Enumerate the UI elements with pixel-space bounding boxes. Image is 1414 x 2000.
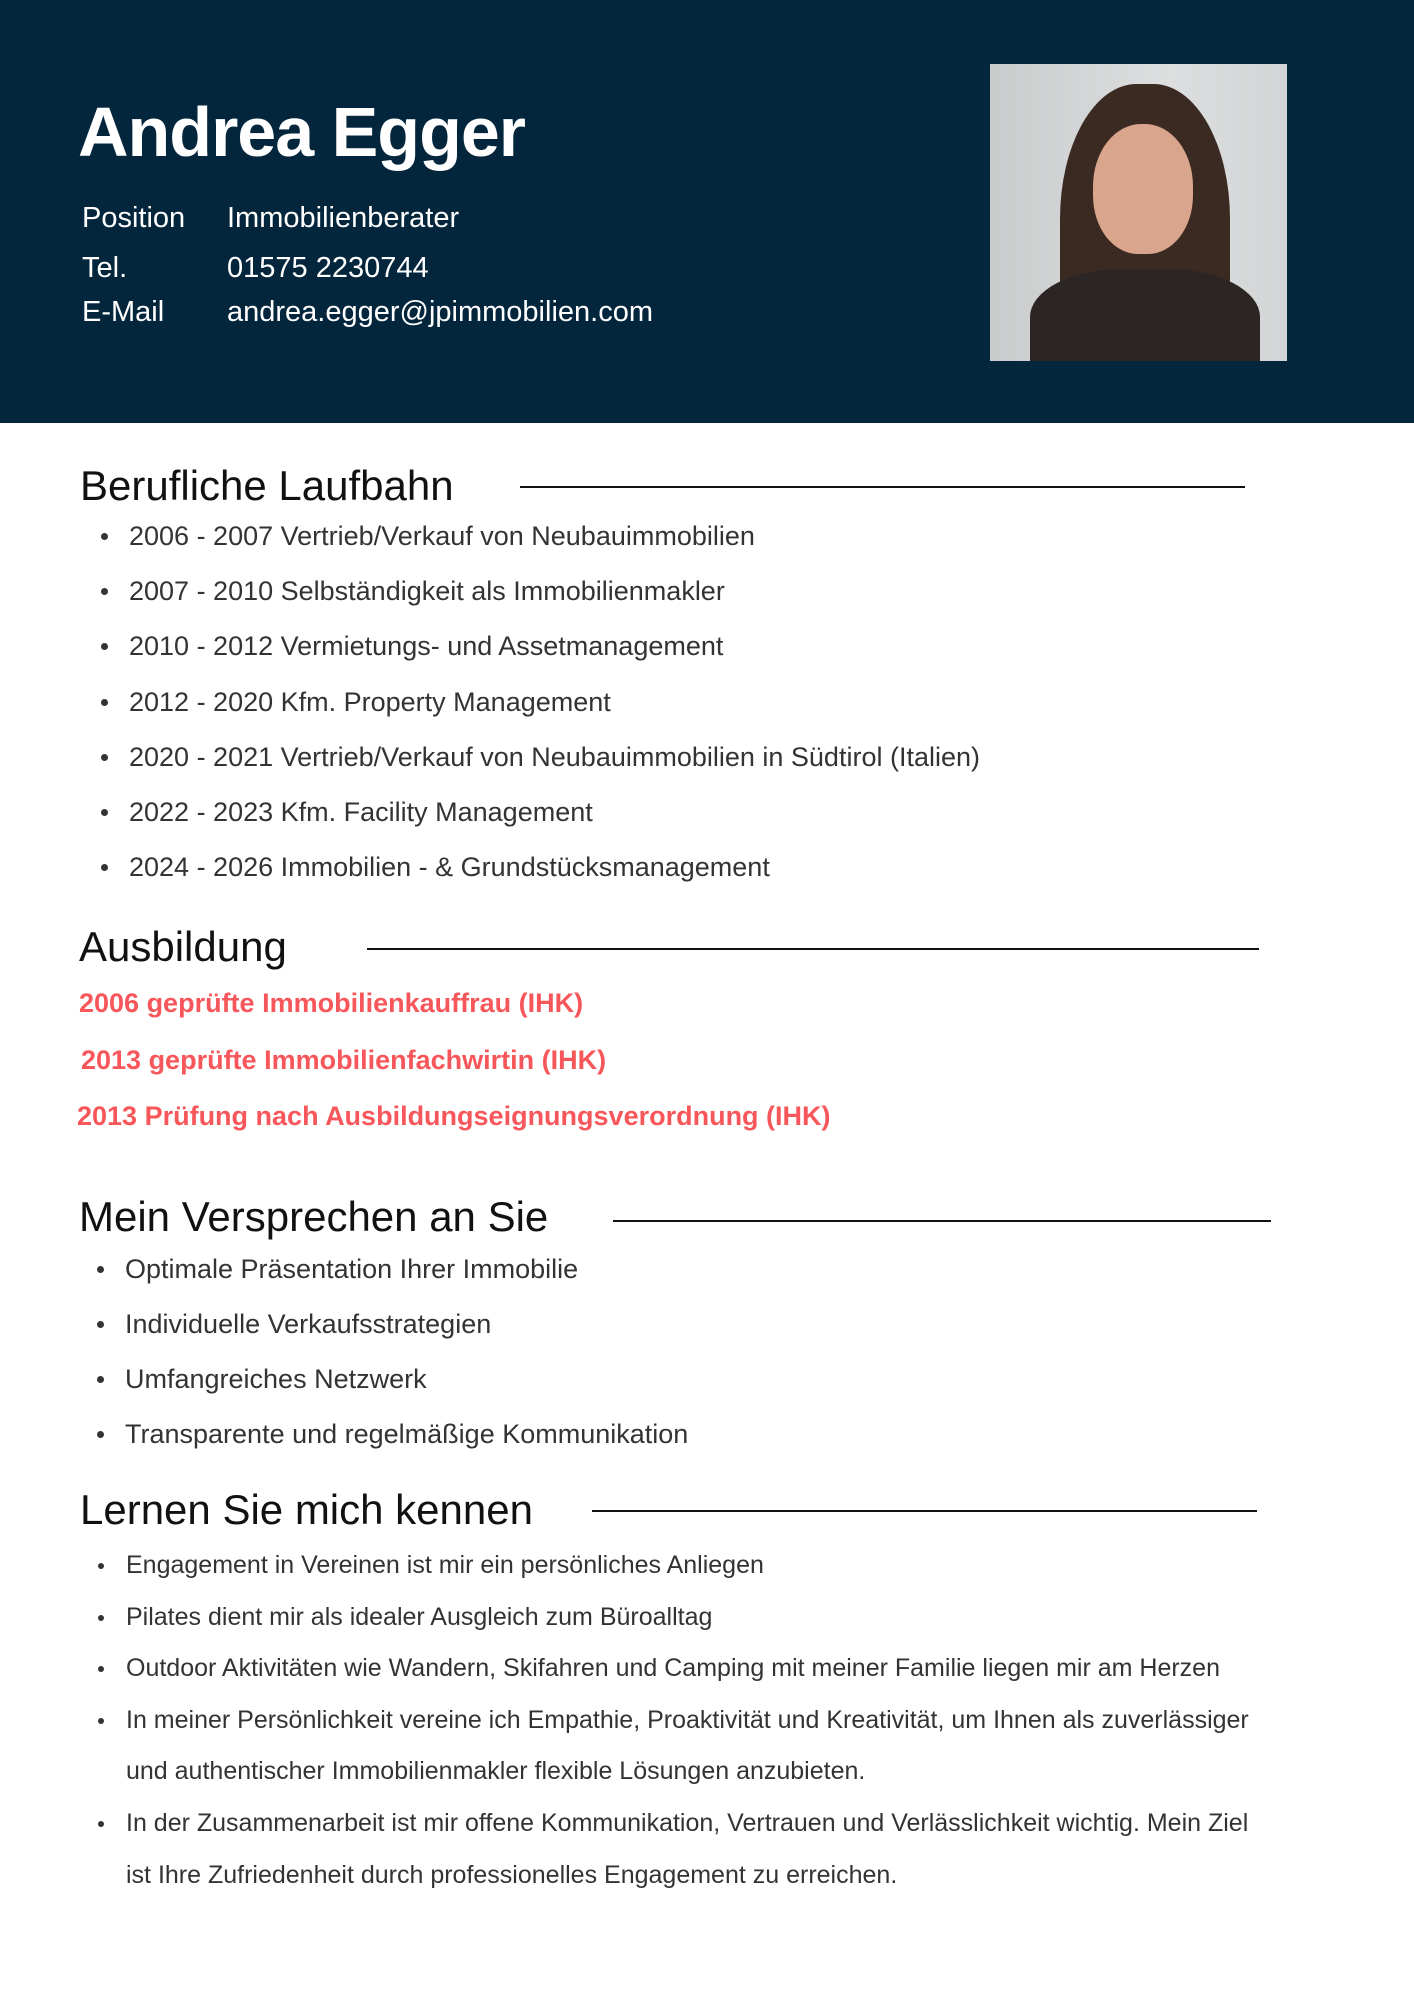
list-item: Outdoor Aktivitäten wie Wandern, Skifahren und Camping mit meiner Familie liegen mir am Herzen (126, 1643, 1256, 1695)
about-heading: Lernen Sie mich kennen (80, 1486, 533, 1533)
list-item: 2010 - 2012 Vermietungs- und Assetmanagement (129, 631, 980, 686)
email-label: E-Mail (82, 296, 165, 328)
position-value: Immobilienberater (227, 202, 460, 234)
list-item: 2006 - 2007 Vertrieb/Verkauf von Neubauimmobilien (129, 521, 980, 576)
career-list (129, 521, 980, 907)
list-item: Transparente und regelmäßige Kommunikation (125, 1419, 688, 1474)
education-item: 2013 geprüfte Immobilienfachwirtin (IHK) (81, 1045, 607, 1075)
promise-heading: Mein Versprechen an Sie (79, 1193, 549, 1240)
list-item: Pilates dient mir als idealer Ausgleich zum Büroalltag (126, 1592, 1256, 1644)
list-item: In der Zusammenarbeit ist mir offene Kommunikation, Vertrauen und Verlässlichkeit wichtig. Mein Ziel ist Ihre Zufriedenheit durch professionelles Engagement zu erreichen. (126, 1798, 1256, 1901)
list-item: 2024 - 2026 Immobilien - & Grundstücksmanagement (129, 852, 980, 907)
profile-photo (990, 64, 1287, 361)
list-item: Optimale Präsentation Ihrer Immobilie (125, 1254, 688, 1309)
career-heading: Berufliche Laufbahn (80, 462, 454, 509)
promise-list (125, 1254, 688, 1474)
name: Andrea Egger (78, 93, 525, 171)
list-item: 2022 - 2023 Kfm. Facility Management (129, 797, 980, 852)
position-label: Position (82, 202, 186, 234)
tel-value: 01575 2230744 (227, 252, 429, 284)
list-item: 2020 - 2021 Vertrieb/Verkauf von Neubauimmobilien in Südtirol (Italien) (129, 742, 980, 797)
divider (520, 486, 1245, 488)
education-heading: Ausbildung (79, 923, 287, 970)
about-list (126, 1540, 1256, 1901)
list-item: Engagement in Vereinen ist mir ein persönliches Anliegen (126, 1540, 1256, 1592)
divider (367, 948, 1259, 950)
email-value: andrea.egger@jpimmobilien.com (227, 296, 653, 328)
list-item: In meiner Persönlichkeit vereine ich Empathie, Proaktivität und Kreativität, um Ihnen als zuverlässiger und authentischer Immobilienmakler flexible Lösungen anzubieten. (126, 1695, 1256, 1798)
divider (592, 1510, 1257, 1512)
list-item: 2007 - 2010 Selbständigkeit als Immobilienmakler (129, 576, 980, 631)
divider (613, 1220, 1271, 1222)
education-item: 2006 geprüfte Immobilienkauffrau (IHK) (79, 988, 584, 1018)
list-item: 2012 - 2020 Kfm. Property Management (129, 687, 980, 742)
list-item: Individuelle Verkaufsstrategien (125, 1309, 688, 1364)
header (0, 0, 1414, 423)
list-item: Umfangreiches Netzwerk (125, 1364, 688, 1419)
education-item: 2013 Prüfung nach Ausbildungseignungsverordnung (IHK) (77, 1101, 831, 1131)
tel-label: Tel. (82, 252, 128, 284)
